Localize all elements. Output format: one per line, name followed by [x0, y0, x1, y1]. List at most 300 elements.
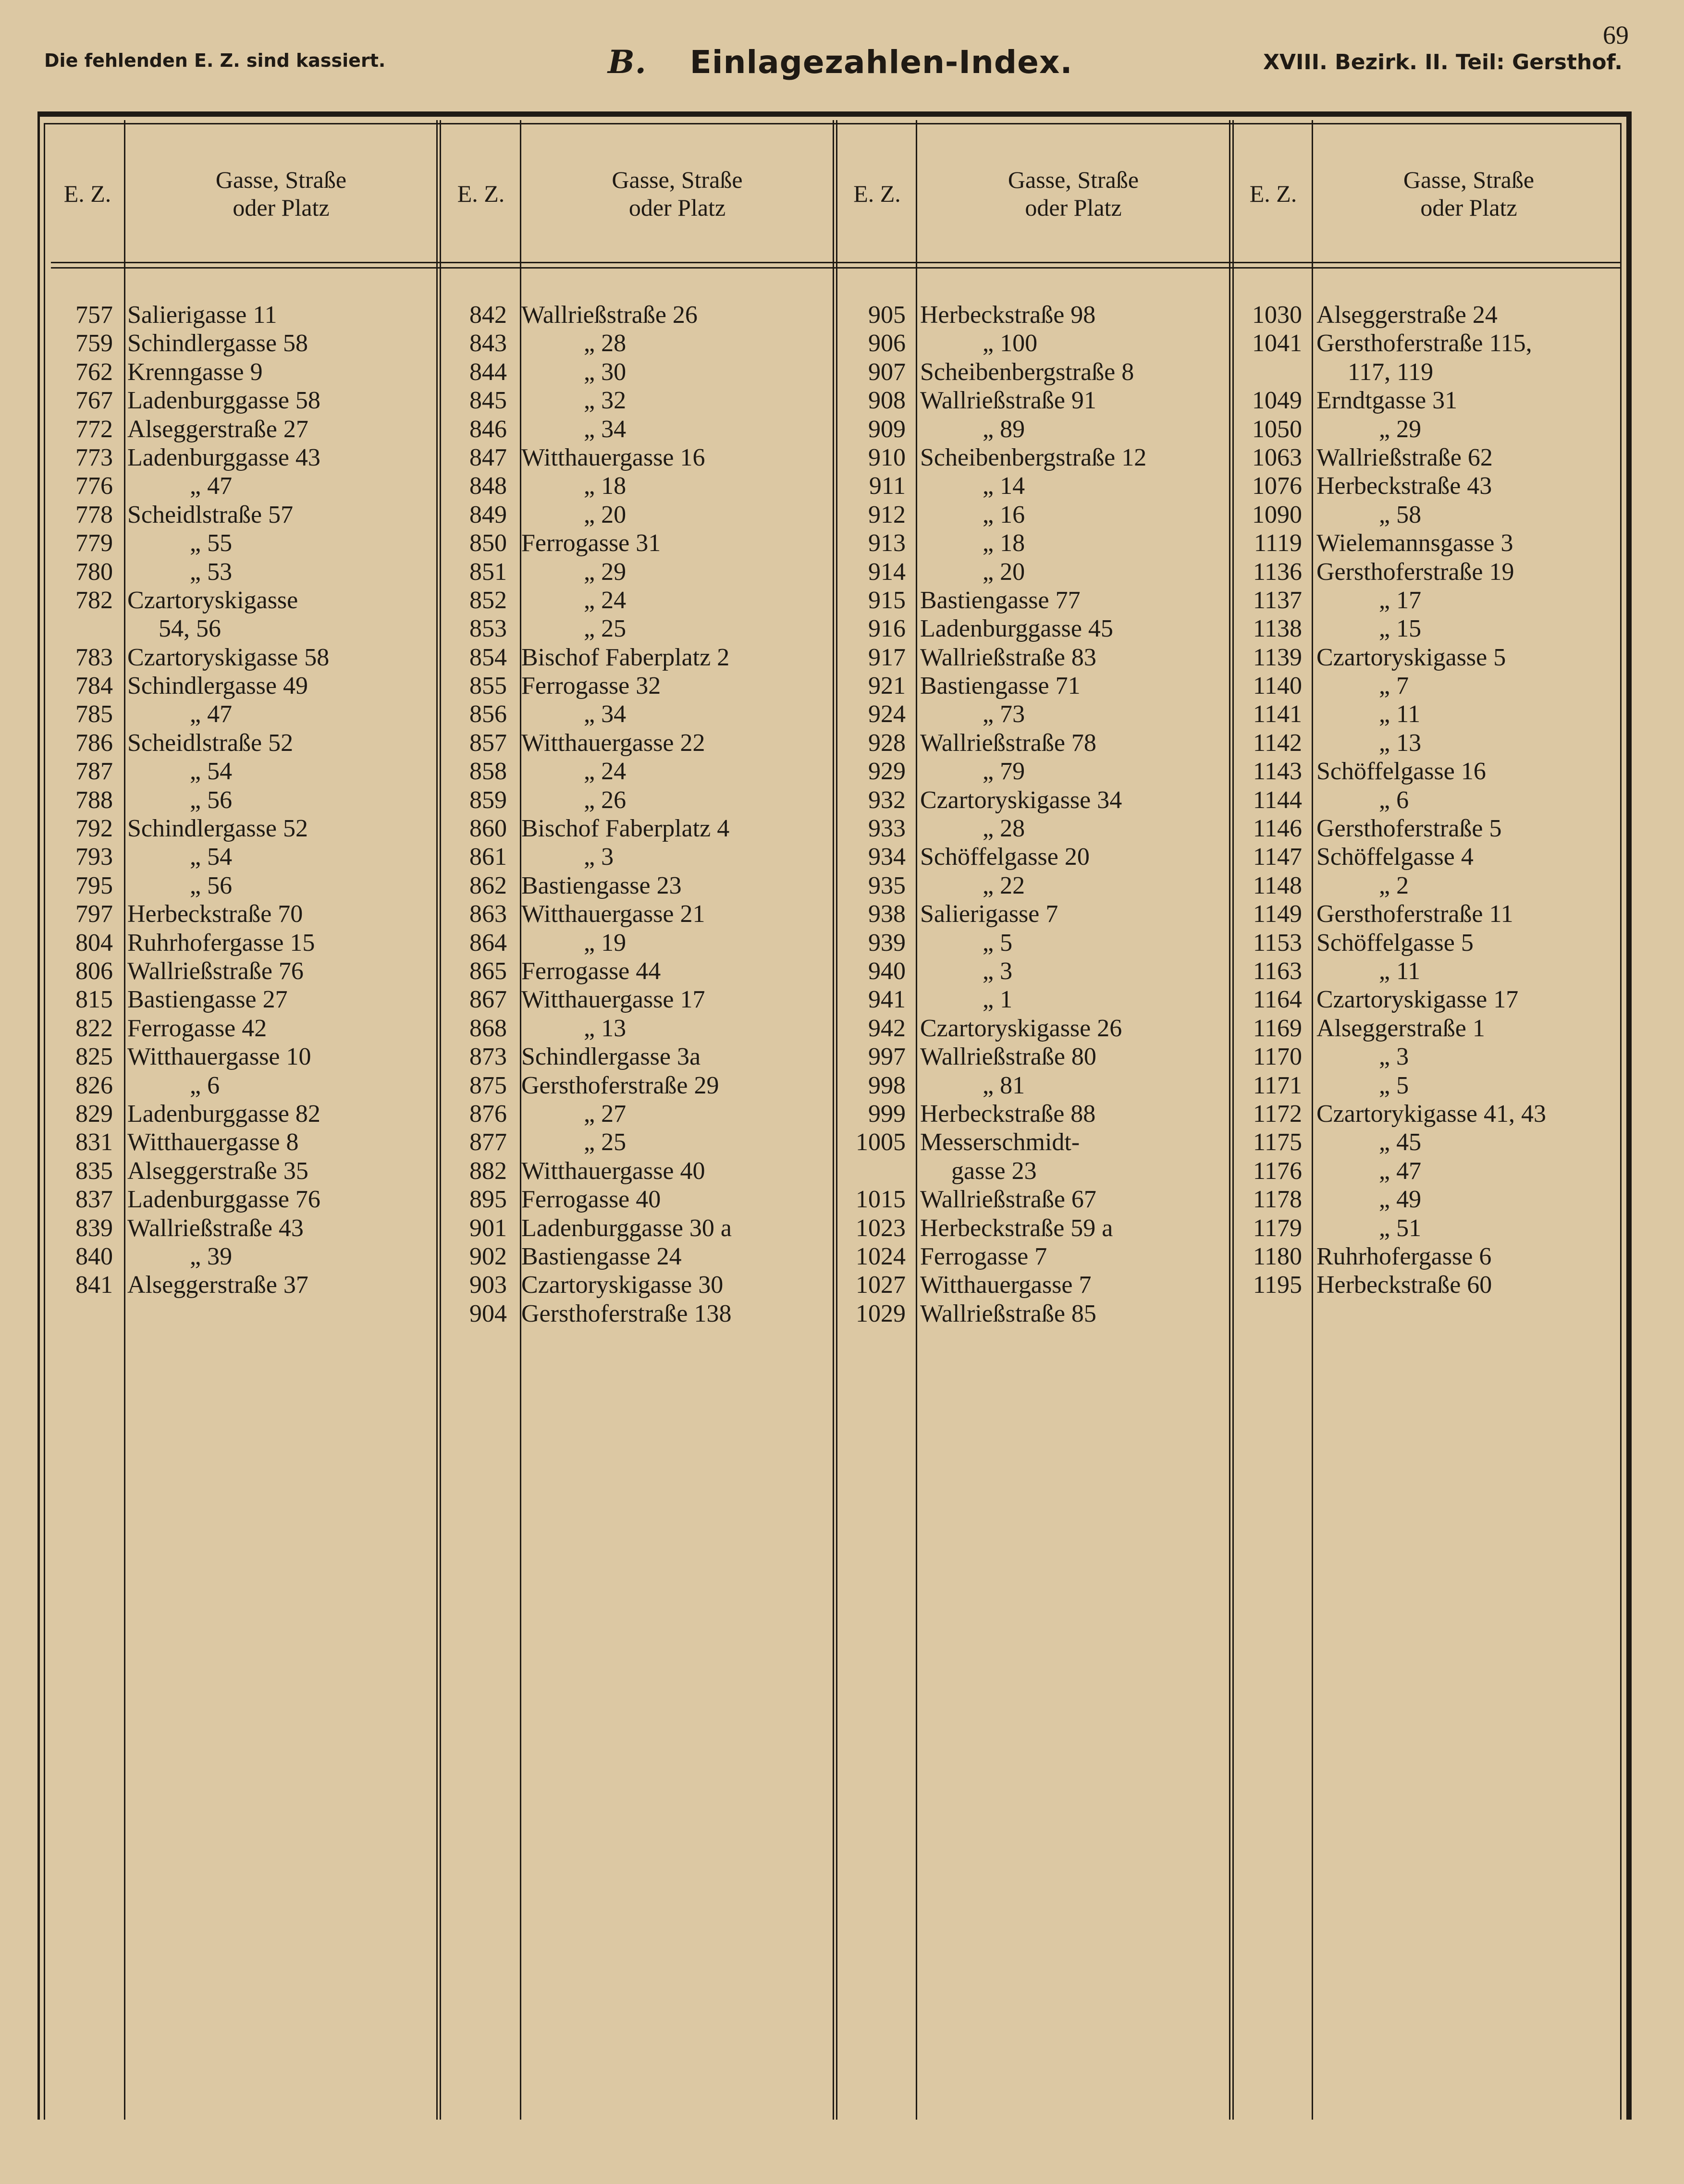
table-row — [34, 301, 329, 329]
ez-number: 841 — [75, 1271, 113, 1299]
street-address: Alseggerstraße 24 — [1316, 301, 1498, 329]
table-row — [34, 1100, 329, 1128]
street-address: Krenngasse 9 — [127, 358, 263, 386]
ez-number: 1176 — [1253, 1157, 1302, 1185]
ez-number: 929 — [868, 758, 906, 785]
street-address: Witthauergasse 16 — [521, 443, 705, 471]
table-row — [34, 386, 329, 415]
ez-number: 782 — [75, 586, 113, 614]
street-address: Czartoryskigasse 58 — [127, 643, 330, 671]
ez-number: 1050 — [1252, 415, 1302, 443]
street-address: Wallrießstraße 80 — [920, 1043, 1096, 1071]
street-address: Ruhrhofergasse 6 — [1316, 1242, 1492, 1270]
table-row — [1223, 386, 1546, 415]
index-column — [1223, 301, 1546, 1300]
street-address: „ 28 — [983, 815, 1025, 843]
table-row — [428, 1300, 732, 1328]
ez-number: 1144 — [1253, 786, 1302, 814]
ez-number — [1223, 358, 1302, 386]
street-address: Gersthoferstraße 19 — [1316, 558, 1514, 586]
ez-number: 934 — [868, 843, 906, 871]
ez-number: 840 — [75, 1242, 113, 1270]
table-row — [1223, 443, 1546, 472]
street-header: Gasse, Straße oder Platz — [1403, 166, 1535, 221]
ez-number: 1147 — [1253, 843, 1302, 871]
ez-number: 915 — [868, 586, 906, 614]
ez-number: 939 — [868, 929, 906, 957]
ez-number: 1163 — [1253, 957, 1302, 985]
street-address: „ 15 — [1379, 615, 1422, 643]
table-row — [428, 786, 732, 814]
table-row — [1223, 586, 1546, 614]
ez-number: 849 — [469, 501, 507, 528]
table-row — [826, 1214, 1146, 1242]
ez-number: 793 — [75, 843, 113, 871]
ez-number: 873 — [469, 1043, 507, 1071]
ez-number: 1140 — [1253, 672, 1302, 700]
ez-number: 914 — [868, 558, 906, 586]
ez-number: 759 — [75, 330, 113, 357]
street-address: „ 5 — [983, 929, 1013, 957]
table-row — [1223, 1157, 1546, 1185]
street-address: „ 54 — [190, 843, 233, 871]
table-row — [34, 871, 329, 900]
table-row — [826, 501, 1146, 529]
street-address: Witthauergasse 21 — [521, 900, 705, 928]
ez-number: 779 — [75, 529, 113, 557]
ez-number: 797 — [75, 900, 113, 928]
table-row — [34, 443, 329, 472]
street-address: „ 27 — [584, 1100, 627, 1128]
ez-number: 853 — [469, 615, 507, 643]
table-row — [428, 1014, 732, 1043]
ez-number: 804 — [75, 929, 113, 957]
street-header: Gasse, Straße oder Platz — [1008, 166, 1139, 221]
table-row — [34, 1157, 329, 1185]
ez-number: 895 — [469, 1186, 507, 1214]
street-address: Gersthoferstraße 115, — [1316, 330, 1532, 357]
table-row — [1223, 1014, 1546, 1043]
table-row — [34, 843, 329, 871]
street-address: Wallrießstraße 26 — [521, 301, 698, 329]
street-address: Scheibenbergstraße 12 — [920, 443, 1147, 471]
ez-number: 1141 — [1253, 700, 1302, 728]
ez-number: 843 — [469, 330, 507, 357]
ez-number: 906 — [868, 330, 906, 357]
table-row — [1223, 843, 1546, 871]
table-row — [428, 1100, 732, 1128]
street-address: „ 26 — [584, 786, 627, 814]
table-row — [1223, 301, 1546, 329]
street-address: Witthauergasse 7 — [920, 1271, 1092, 1299]
table-row — [34, 900, 329, 928]
street-address: Ferrogasse 40 — [521, 1186, 661, 1214]
ez-number: 1063 — [1252, 443, 1302, 471]
ez-number: 826 — [75, 1071, 113, 1099]
table-row — [826, 900, 1146, 928]
street-address: Bastiengasse 24 — [521, 1242, 682, 1270]
street-address: Ruhrhofergasse 15 — [127, 929, 315, 957]
ez-number: 783 — [75, 643, 113, 671]
table-row — [826, 358, 1146, 386]
ez-number: 865 — [469, 957, 507, 985]
table-row — [428, 757, 732, 785]
table-row — [826, 1043, 1146, 1071]
ez-number: 1178 — [1253, 1186, 1302, 1214]
street-address: „ 11 — [1379, 957, 1421, 985]
ez-number: 851 — [469, 558, 507, 586]
table-row — [428, 1271, 732, 1299]
ez-number: 921 — [868, 672, 906, 700]
table-row — [1223, 729, 1546, 757]
street-address: „ 32 — [584, 387, 627, 415]
street-address: „ 28 — [584, 330, 627, 357]
street-address: Schindlergasse 3a — [521, 1043, 701, 1071]
ez-number: 999 — [868, 1100, 906, 1128]
table-row — [826, 672, 1146, 700]
ez-number: 882 — [469, 1157, 507, 1185]
street-address: Herbeckstraße 60 — [1316, 1271, 1492, 1299]
page-title — [608, 43, 1073, 81]
table-row — [34, 501, 329, 529]
table-row — [428, 985, 732, 1014]
table-row — [428, 329, 732, 357]
street-address: Czartoryskigasse 30 — [521, 1271, 724, 1299]
street-address: Schöffelgasse 4 — [1316, 843, 1474, 871]
street-address: Wallrießstraße 78 — [920, 729, 1096, 757]
street-address: Schöffelgasse 16 — [1316, 758, 1486, 785]
ez-number: 778 — [75, 501, 113, 528]
street-address: Witthauergasse 40 — [521, 1157, 705, 1185]
ez-number: 928 — [868, 729, 906, 757]
street-address: „ 49 — [1379, 1186, 1422, 1214]
ez-number: 785 — [75, 700, 113, 728]
ez-number: 1172 — [1253, 1100, 1302, 1128]
table-row — [34, 729, 329, 757]
table-row — [1223, 929, 1546, 957]
street-address: Wielemannsgasse 3 — [1316, 529, 1513, 557]
ez-number: 792 — [75, 815, 113, 843]
street-address: Ferrogasse 44 — [521, 957, 661, 985]
table-row — [1223, 957, 1546, 985]
ez-number: 1023 — [856, 1214, 906, 1242]
table-row — [826, 929, 1146, 957]
street-address: Ladenburggasse 58 — [127, 387, 320, 415]
ez-number: 842 — [469, 301, 507, 329]
table-row — [34, 558, 329, 586]
ez-number: 839 — [75, 1214, 113, 1242]
ez-number: 862 — [469, 871, 507, 899]
table-row — [826, 729, 1146, 757]
table-row — [428, 1157, 732, 1185]
street-address: Ferrogasse 42 — [127, 1014, 267, 1042]
table-row — [428, 501, 732, 529]
ez-number — [826, 1157, 906, 1185]
table-row — [826, 1157, 1146, 1185]
street-address: „ 6 — [1379, 786, 1409, 814]
ez-number: 1139 — [1253, 643, 1302, 671]
ez-number: 912 — [868, 501, 906, 528]
street-address: Alseggerstraße 1 — [1316, 1014, 1485, 1042]
table-row — [1223, 1071, 1546, 1100]
table-row — [34, 700, 329, 728]
ez-number: 829 — [75, 1100, 113, 1128]
street-address: Czartoryskigasse 17 — [1316, 986, 1519, 1014]
street-address: „ 56 — [190, 871, 233, 899]
ez-number: 831 — [75, 1129, 113, 1156]
ez-header: E. Z. — [63, 180, 111, 207]
table-row — [826, 586, 1146, 614]
street-address: „ 19 — [584, 929, 627, 957]
ez-number: 940 — [868, 957, 906, 985]
ez-number: 1136 — [1253, 558, 1302, 586]
ez-number: 1143 — [1253, 758, 1302, 785]
ez-number: 1090 — [1252, 501, 1302, 528]
table-row — [1223, 871, 1546, 900]
street-address: „ 3 — [983, 957, 1013, 985]
table-row — [34, 1185, 329, 1214]
street-address: Gersthoferstraße 29 — [521, 1071, 719, 1099]
street-address: „ 24 — [584, 586, 627, 614]
ez-number: 907 — [868, 358, 906, 386]
ez-number: 822 — [75, 1014, 113, 1042]
street-address: Alseggerstraße 35 — [127, 1157, 308, 1185]
ez-number: 1148 — [1253, 871, 1302, 899]
table-row — [1223, 1185, 1546, 1214]
ez-header: E. Z. — [457, 180, 505, 207]
table-row — [1223, 814, 1546, 843]
ez-number: 1175 — [1253, 1129, 1302, 1156]
street-address: „ 20 — [983, 558, 1025, 586]
street-address: „ 30 — [584, 358, 627, 386]
street-address: Ladenburggasse 43 — [127, 443, 320, 471]
table-row — [428, 558, 732, 586]
table-row — [34, 329, 329, 357]
ez-number: 877 — [469, 1129, 507, 1156]
street-address: „ 29 — [584, 558, 627, 586]
table-row — [34, 786, 329, 814]
table-row — [34, 614, 329, 643]
ez-number: 837 — [75, 1186, 113, 1214]
table-row — [34, 472, 329, 500]
street-address: Bischof Faberplatz 4 — [521, 815, 730, 843]
street-address: Erndtgasse 31 — [1316, 387, 1458, 415]
street-address: „ 51 — [1379, 1214, 1422, 1242]
ez-number: 786 — [75, 729, 113, 757]
table-row — [1223, 985, 1546, 1014]
street-address: Ferrogasse 7 — [920, 1242, 1047, 1270]
table-row — [1223, 415, 1546, 443]
ez-number: 1169 — [1253, 1014, 1302, 1042]
street-address: „ 14 — [983, 472, 1025, 500]
street-address: Witthauergasse 22 — [521, 729, 705, 757]
table-row — [826, 814, 1146, 843]
street-address: Wallrießstraße 85 — [920, 1300, 1096, 1327]
table-row — [1223, 501, 1546, 529]
street-address: Schindlergasse 49 — [127, 672, 308, 700]
street-address: „ 34 — [584, 700, 627, 728]
street-address: „ 25 — [584, 1129, 627, 1156]
street-address: Gersthoferstraße 138 — [521, 1300, 732, 1327]
table-row — [1223, 1271, 1546, 1299]
index-column — [34, 301, 329, 1300]
table-row — [34, 672, 329, 700]
ez-number: 1005 — [856, 1129, 906, 1156]
table-row — [428, 358, 732, 386]
ez-number: 757 — [75, 301, 113, 329]
index-column — [826, 301, 1146, 1328]
ez-number: 905 — [868, 301, 906, 329]
table-row — [428, 700, 732, 728]
street-address: „ 81 — [983, 1071, 1025, 1099]
table-row — [34, 586, 329, 614]
ez-number: 1142 — [1253, 729, 1302, 757]
ez-number: 788 — [75, 786, 113, 814]
ez-number: 911 — [869, 472, 906, 500]
table-row — [34, 1128, 329, 1156]
street-address: „ 58 — [1379, 501, 1422, 528]
street-address: Ladenburggasse 76 — [127, 1186, 320, 1214]
street-address: Salierigasse 11 — [127, 301, 277, 329]
table-row — [1223, 700, 1546, 728]
street-address: 117, 119 — [1348, 358, 1434, 386]
table-row — [826, 1014, 1146, 1043]
table-row — [826, 614, 1146, 643]
ez-number: 909 — [868, 415, 906, 443]
street-address: „ 20 — [584, 501, 627, 528]
street-address: Czartoryskigasse 34 — [920, 786, 1122, 814]
table-row — [826, 643, 1146, 672]
ez-number: 917 — [868, 643, 906, 671]
street-address: „ 13 — [584, 1014, 627, 1042]
district-label: XVIII. Bezirk. II. Teil: Gersthof. — [1263, 50, 1623, 74]
street-address: „ 39 — [190, 1242, 233, 1270]
table-row — [826, 415, 1146, 443]
table-row — [428, 900, 732, 928]
street-address: Scheidlstraße 57 — [127, 501, 294, 528]
table-row — [1223, 900, 1546, 928]
ez-number: 861 — [469, 843, 507, 871]
ez-number: 935 — [868, 871, 906, 899]
street-address: Bastiengasse 23 — [521, 871, 682, 899]
table-row — [826, 1128, 1146, 1156]
table-row — [826, 1100, 1146, 1128]
table-row — [428, 529, 732, 557]
ez-number: 867 — [469, 986, 507, 1014]
street-address: Herbeckstraße 43 — [1316, 472, 1492, 500]
table-row — [1223, 1100, 1546, 1128]
table-row — [826, 1185, 1146, 1214]
street-address: „ 45 — [1379, 1129, 1422, 1156]
table-row — [826, 386, 1146, 415]
table-row — [428, 586, 732, 614]
ez-number: 767 — [75, 387, 113, 415]
table-row — [428, 957, 732, 985]
table-row — [1223, 558, 1546, 586]
table-row — [428, 1128, 732, 1156]
table-row — [34, 757, 329, 785]
ez-number: 916 — [868, 615, 906, 643]
street-address: Wallrießstraße 67 — [920, 1186, 1096, 1214]
table-row — [428, 415, 732, 443]
ez-number: 1049 — [1252, 387, 1302, 415]
ez-number: 924 — [868, 700, 906, 728]
street-address: „ 55 — [190, 529, 233, 557]
street-address: „ 25 — [584, 615, 627, 643]
table-row — [1223, 1043, 1546, 1071]
ez-number: 1153 — [1253, 929, 1302, 957]
table-row — [826, 329, 1146, 357]
table-row — [1223, 472, 1546, 500]
ez-number: 784 — [75, 672, 113, 700]
ez-number: 901 — [469, 1214, 507, 1242]
street-address: Salierigasse 7 — [920, 900, 1058, 928]
ez-number: 1170 — [1253, 1043, 1302, 1071]
street-address: „ 79 — [983, 758, 1025, 785]
ez-number: 855 — [469, 672, 507, 700]
ez-number: 848 — [469, 472, 507, 500]
street-address: „ 54 — [190, 758, 233, 785]
street-address: Czartoryskigasse — [127, 586, 298, 614]
ez-number: 938 — [868, 900, 906, 928]
index-column — [428, 301, 732, 1328]
street-address: „ 47 — [1379, 1157, 1422, 1185]
table-row — [428, 1043, 732, 1071]
table-row — [34, 415, 329, 443]
table-row — [1223, 614, 1546, 643]
ez-number: 1171 — [1253, 1071, 1302, 1099]
ez-number: 933 — [868, 815, 906, 843]
table-row — [428, 1071, 732, 1100]
ez-number: 908 — [868, 387, 906, 415]
table-row — [34, 643, 329, 672]
ez-number: 806 — [75, 957, 113, 985]
table-row — [428, 871, 732, 900]
table-row — [428, 814, 732, 843]
table-row — [34, 529, 329, 557]
table-row — [34, 1242, 329, 1271]
street-address: Bastiengasse 27 — [127, 986, 288, 1014]
table-row — [1223, 1214, 1546, 1242]
ez-number: 1149 — [1253, 900, 1302, 928]
table-row — [428, 1214, 732, 1242]
table-row — [1223, 1242, 1546, 1271]
ez-number: 941 — [868, 986, 906, 1014]
ez-number: 1137 — [1253, 586, 1302, 614]
street-address: Wallrießstraße 91 — [920, 387, 1096, 415]
header-rule — [51, 262, 1621, 263]
street-address: Bastiengasse 71 — [920, 672, 1081, 700]
table-row — [34, 1214, 329, 1242]
street-address: „ 13 — [1379, 729, 1422, 757]
street-address: Ladenburggasse 45 — [920, 615, 1113, 643]
table-row — [428, 843, 732, 871]
street-address: „ 24 — [584, 758, 627, 785]
ez-number: 910 — [868, 443, 906, 471]
street-address: Bischof Faberplatz 2 — [521, 643, 730, 671]
table-row — [34, 985, 329, 1014]
ez-number: 776 — [75, 472, 113, 500]
street-address: Bastiengasse 77 — [920, 586, 1081, 614]
table-row — [428, 443, 732, 472]
ez-number: 773 — [75, 443, 113, 471]
street-address: „ 47 — [190, 700, 233, 728]
street-address: „ 7 — [1379, 672, 1409, 700]
ez-number: 1041 — [1252, 330, 1302, 357]
ez-number: 1164 — [1253, 986, 1302, 1014]
table-row — [34, 358, 329, 386]
ez-number: 876 — [469, 1100, 507, 1128]
